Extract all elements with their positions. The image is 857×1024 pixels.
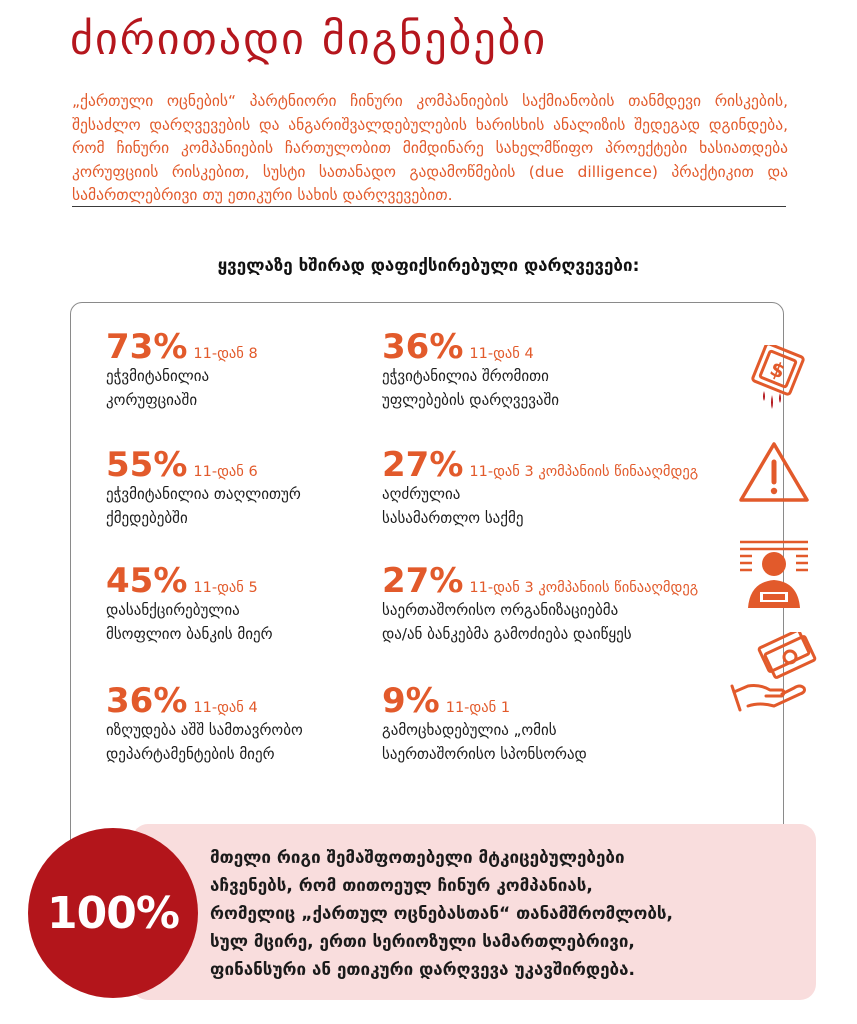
stat-line: საერთაშორისო სპონსორად — [382, 745, 587, 763]
stat-line: და/ან ბანკებმა გამოძიება დაიწყეს — [382, 625, 632, 643]
stat-line: გამოცხადებულია „ომის — [382, 721, 557, 739]
stat-count: 11-დან 3 კომპანიის წინააღმდეგ — [469, 580, 699, 596]
stat-percent: 55% — [106, 448, 188, 482]
stat-line: დეპარტამენტების მიერ — [106, 745, 275, 763]
intro-paragraph: „ქართული ოცნების“ პარტნიორი ჩინური კომპანიების საქმიანობის თანმდევი რისკების, შესაძლო დარღვევების და ანგარიშვალდებულების ხარისხის ანალიზის შედეგად დგინდება, რომ ჩინური კომპანიების ჩართულობით მიმდინარე სახელმწიფო პროექტები ხასიათდება კორუფციის რისკებით, სუსტი სათანადო გადამოწმების (due dilligence) პრაქტიკით და სამართლებრივი თუ ეთიკური სახის დარღვევებით. — [72, 92, 788, 204]
conclusion-line: აჩვენებს, რომ თითოეულ ჩინურ კომპანიას, — [210, 876, 593, 896]
conclusion-text — [210, 844, 810, 984]
percent-badge — [28, 828, 198, 998]
wanted-person-icon — [738, 538, 810, 610]
stat-percent: 73% — [106, 330, 188, 364]
stat-percent: 45% — [106, 564, 188, 598]
stat-percent: 36% — [382, 330, 464, 364]
stat-count: 11-დან 3 კომპანიის წინააღმდეგ — [469, 464, 699, 480]
stat-line: მსოფლიო ბანკის მიერ — [106, 625, 273, 643]
conclusion-line: მთელი რიგი შემაშფოთებელი მტკიცებულებები — [210, 848, 625, 868]
stat-count: 11-დან 1 — [445, 700, 511, 716]
stat-line: უფლებების დარღვევაში — [382, 391, 560, 409]
stat-line: იზღუდება აშშ სამთავრობო — [106, 721, 303, 739]
conclusion-line: სულ მცირე, ერთი სერიოზული სამართლებრივი, — [210, 932, 635, 952]
warning-triangle-icon — [738, 440, 810, 504]
stat-count: 11-დან 4 — [469, 346, 534, 362]
stat-percent: 36% — [106, 684, 188, 718]
stat-line: დასანქცირებულია — [106, 601, 240, 619]
percent-badge-value: 100% — [47, 887, 179, 939]
stat-line: ეჭვმიტანილია თაღლითურ — [106, 485, 301, 503]
stat-percent: 27% — [382, 448, 464, 482]
stat-count: 11-დან 6 — [193, 464, 258, 480]
bribe-hand-icon — [730, 632, 820, 712]
stat-percent: 9% — [382, 684, 440, 718]
svg-text:$: $ — [766, 356, 789, 384]
violations-heading: ყველაზე ხშირად დაფიქსირებული დარღვევები: — [217, 256, 640, 276]
stat-line: ქმედებებში — [106, 509, 188, 527]
stat-card — [382, 448, 722, 530]
stat-count: 11-დან 8 — [193, 346, 258, 362]
conclusion-line: ფინანსური ან ეთიკური დარღვევა უკავშირდება. — [210, 960, 635, 980]
stat-card — [382, 564, 722, 646]
stat-line: ეჭვმიტანილია — [106, 367, 210, 385]
conclusion-line: რომელიც „ქართულ ოცნებასთან“ თანამშრომლობს, — [210, 904, 674, 924]
stat-card — [382, 684, 722, 766]
stat-count: 11-დან 5 — [193, 580, 258, 596]
stat-line: აღძრულია — [382, 485, 461, 503]
stat-count: 11-დან 4 — [193, 700, 258, 716]
stat-line: საერთაშორისო ორგანიზაციებმა — [382, 601, 619, 619]
stat-percent: 27% — [382, 564, 464, 598]
stat-line: ეჭვიტანილია შრომითი — [382, 367, 549, 385]
page-title: ძირითადი მიგნებები — [70, 14, 548, 65]
stat-line: კორუფციაში — [106, 391, 198, 409]
stat-card — [382, 330, 722, 412]
money-bleeding-icon — [744, 345, 812, 415]
stat-line: სასამართლო საქმე — [382, 509, 524, 527]
divider — [72, 206, 786, 207]
